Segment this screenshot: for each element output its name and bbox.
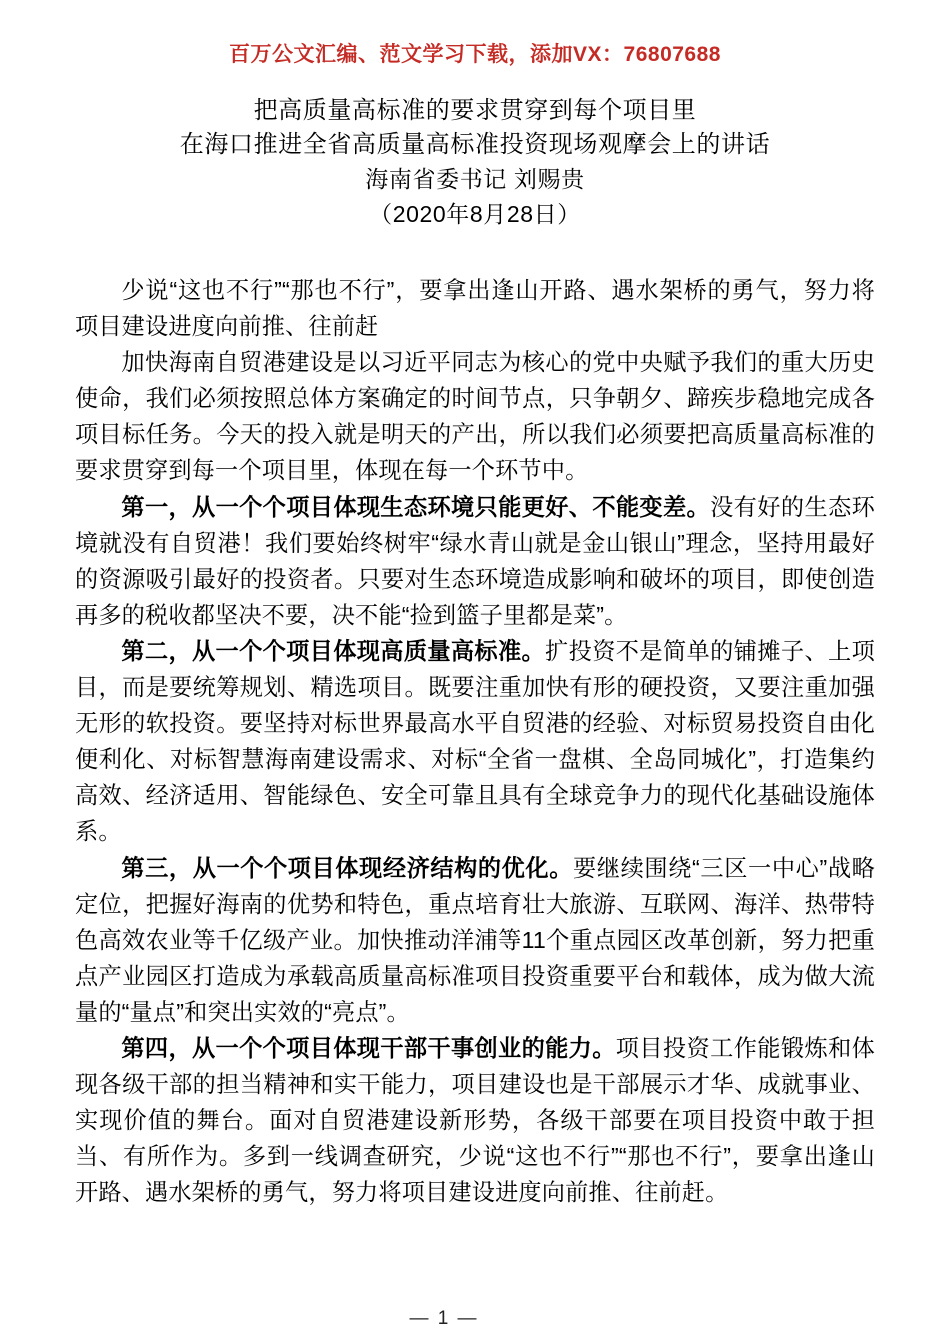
- paragraph-text: 少说“这也不行”“那也不行”，要拿出逢山开路、遇水架桥的勇气，努力将项目建设进度向前推、往前赶: [75, 277, 875, 340]
- document-body: [75, 272, 875, 1210]
- body-paragraph: [75, 489, 875, 633]
- document-title-line-1: 把高质量高标准的要求贯穿到每个项目里: [253, 97, 697, 124]
- promo-banner: 百万公文汇编、范文学习下载，添加VX：76807688: [229, 43, 721, 66]
- paragraph-lead-in: 第二，从一个个项目体现高质量高标准。: [121, 637, 546, 664]
- paragraph-text: 项目投资工作能锻炼和体现各级干部的担当精神和实干能力，项目建设也是干部展示才华、成就事业、实现价值的舞台。面对自贸港建设新形势，各级干部要在项目投资中敢于担当、有所作为。多到一线调查研究，少说“这也不行”“那也不行”，要拿出逢山开路、遇水架桥的勇气，努力将项目建设进度向前推、往前赶。: [75, 1034, 875, 1206]
- body-paragraph: [75, 633, 875, 850]
- document-title-block: [0, 94, 950, 232]
- body-paragraph: [75, 344, 875, 488]
- document-title-line-2: 在海口推进全省高质量高标准投资现场观摩会上的讲话: [179, 131, 771, 158]
- paragraph-lead-in: 第一，从一个个项目体现生态环境只能更好、不能变差。: [121, 493, 711, 520]
- body-paragraph: [75, 1030, 875, 1210]
- paragraph-text: 扩投资不是简单的铺摊子、上项目，而是要统筹规划、精选项目。既要注重加快有形的硬投资，又要注重加强无形的软投资。要坚持对标世界最高水平自贸港的经验、对标贸易投资自由化便利化、对标智慧海南建设需求、对标“全省一盘棋、全岛同城化”，打造集约高效、经济适用、智能绿色、安全可靠且具有全球竞争力的现代化基础设施体系。: [75, 637, 875, 845]
- document-byline: 海南省委书记 刘赐贵: [365, 166, 585, 192]
- paragraph-lead-in: 第三，从一个个项目体现经济结构的优化。: [121, 854, 573, 881]
- paragraph-text: 没有好的生态环境就没有自贸港！我们要始终树牢“绿水青山就是金山银山”理念，坚持用最好的资源吸引最好的投资者。只要对生态环境造成影响和破坏的项目，即使创造再多的税收都坚决不要，决不能“捡到篮子里都是菜”。: [75, 493, 875, 628]
- paragraph-lead-in: 第四，从一个个项目体现干部干事创业的能力。: [121, 1034, 616, 1061]
- paragraph-text: 加快海南自贸港建设是以习近平同志为核心的党中央赋予我们的重大历史使命，我们必须按照总体方案确定的时间节点，只争朝夕、蹄疾步稳地完成各项目标任务。今天的投入就是明天的产出，所以我们必须要把高质量高标准的要求贯穿到每一个项目里，体现在每一个环节中。: [75, 349, 875, 484]
- page-number-footer: — 1 —: [409, 1308, 479, 1329]
- body-paragraph: [75, 272, 875, 344]
- body-paragraph: [75, 850, 875, 1030]
- paragraph-text: 要继续围绕“三区一中心”战略定位，把握好海南的优势和特色，重点培育壮大旅游、互联网、海洋、热带特色高效农业等千亿级产业。加快推动洋浦等11个重点园区改革创新，努力把重点产业园区打造成为承载高质量高标准项目投资重要平台和载体，成为做大流量的“量点”和突出实效的“亮点”。: [75, 854, 875, 1025]
- document-date: （2020年8月28日）: [369, 201, 581, 227]
